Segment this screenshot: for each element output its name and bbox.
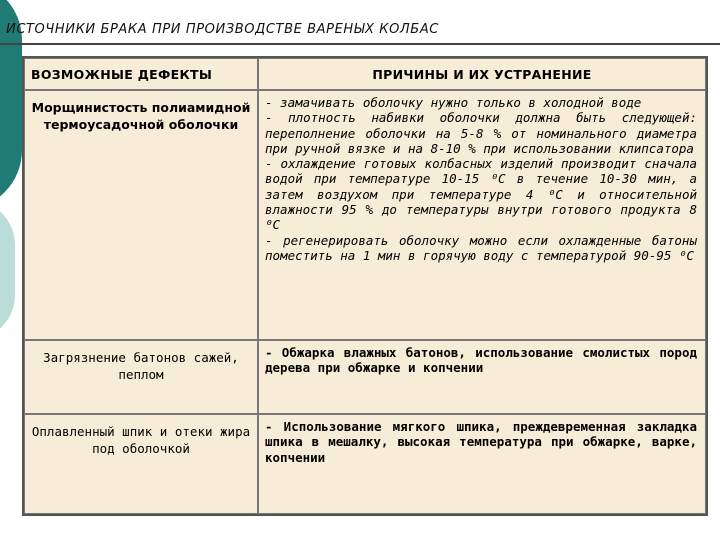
remedy-line: - Обжарка влажных батонов, использование смолистых пород дерева при обжарке и копчении (265, 345, 697, 376)
defect-cell: Морщинистость полиамидной термоусадочной оболочки (24, 90, 258, 340)
remedy-line: - Использование мягкого шпика, преждевременная закладка шпика в мешалку, высокая температура при обжарке, варке, копчении (265, 419, 697, 465)
page-title: ИСТОЧНИКИ БРАКА ПРИ ПРОИЗВОДСТВЕ ВАРЕНЫХ КОЛБАС (6, 22, 439, 37)
remedy-line: - регенерировать оболочку можно если охлажденные батоны поместить на 1 мин в горячую воду с температурой 90-95 ⁰С (265, 232, 697, 263)
remedy-cell (258, 340, 706, 414)
defects-table (22, 56, 708, 516)
remedy-line: - охлаждение готовых колбасных изделий производит сначала водой при температуре 10-15 ⁰С в течение 10-30 мин, а затем воздухом при температуре 4 ⁰С и относительной влажности 95 % до температуры внутри готового продукта 8 ⁰С (265, 156, 697, 233)
remedy-line: - замачивать оболочку нужно только в холодной воде (265, 95, 642, 110)
table-row (24, 340, 706, 414)
decorative-accent-bar-light (0, 200, 15, 340)
remedy-line: - плотность набивки оболочки должна быть следующей: переполнение оболочки на 5-8 % от номинального диаметра при ручной вязке и на 8-10 % при использовании клипсатора (265, 110, 697, 156)
title-divider (0, 43, 720, 45)
defect-cell: Загрязнение батонов сажей, пеплом (24, 340, 258, 414)
defect-cell: Оплавленный шпик и отеки жира под оболочкой (24, 414, 258, 514)
table-row (24, 414, 706, 514)
table-header-row (24, 58, 706, 90)
remedy-cell (258, 90, 706, 340)
remedy-cell (258, 414, 706, 514)
header-causes: ПРИЧИНЫ И ИХ УСТРАНЕНИЕ (258, 58, 706, 90)
header-defects: ВОЗМОЖНЫЕ ДЕФЕКТЫ (24, 58, 258, 90)
table-row (24, 90, 706, 340)
